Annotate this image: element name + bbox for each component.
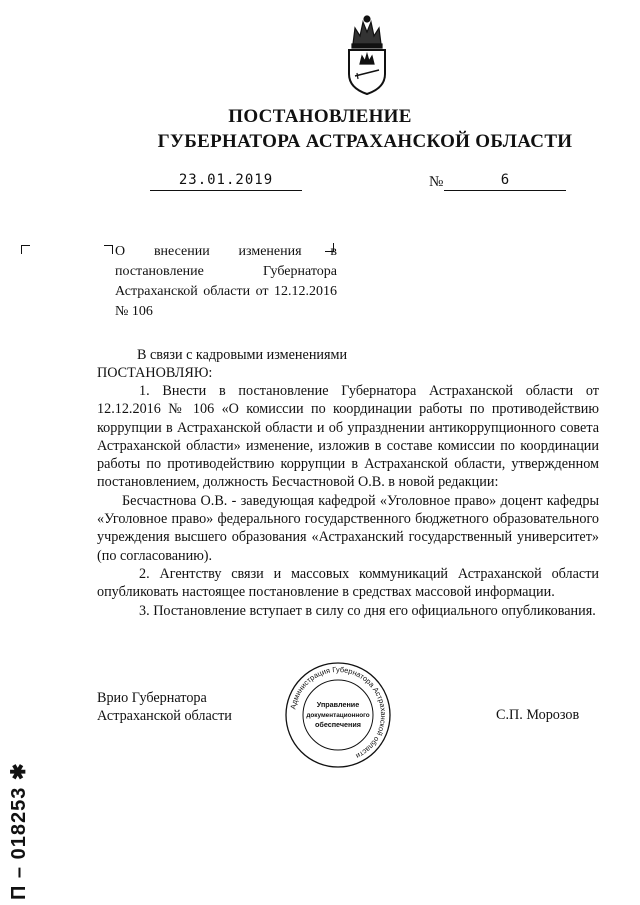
signatory-position-line2: Астраханской области bbox=[97, 708, 232, 725]
corner-mark-subject-start bbox=[104, 245, 113, 254]
document-subject: О внесении изменения в постановление Губернатора Астраханской области от 12.12.2016 № 106 bbox=[115, 244, 337, 319]
stamp-ring-text: Администрация Губернатора Астраханской области bbox=[288, 664, 389, 761]
signatory-position-line1: Врио Губернатора bbox=[97, 690, 207, 706]
form-serial-number: П – 018253 ✱ bbox=[8, 762, 30, 900]
stamp-center-line3: обеспечения bbox=[314, 720, 362, 729]
official-stamp bbox=[283, 660, 393, 770]
stamp-center-line2: документационного bbox=[306, 712, 370, 719]
coat-of-arms-emblem bbox=[341, 14, 393, 96]
number-sign: № bbox=[429, 174, 444, 190]
paragraph-amendment: Бесчастнова О.В. - заведующая кафедрой «Уголовное право» доцент кафедры «Уголовное право» федерального государственного бюджетного образовательного учреждения высшего образования «Астраханский государственный университет» (по согласованию). bbox=[97, 492, 599, 564]
paragraph-1: 1. Внести в постановление Губернатора Астраханской области от 12.12.2016 № 106 «О комиссии по координации работы по противодействию коррупции в Астраханской области и об упразднении антикоррупционного совета Астраханской области» изменение, изложив в составе комиссии по координации работы по противодействию коррупции в Астраханской области, утвержденном постановлением, должность Бесчастновой О.В. в новой редакции: bbox=[97, 383, 599, 491]
intro-block bbox=[97, 346, 599, 383]
document-title: ПОСТАНОВЛЕНИЕ bbox=[228, 106, 412, 127]
signatory-position bbox=[97, 689, 232, 726]
corner-mark-left bbox=[21, 245, 30, 254]
resolution-word: ПОСТАНОВЛЯЮ: bbox=[97, 365, 213, 382]
stamp-center-line1: Управление bbox=[316, 700, 360, 709]
document-date: 23.01.2019 bbox=[150, 172, 302, 191]
document-body bbox=[97, 382, 599, 620]
paragraph-3: 3. Постановление вступает в силу со дня его официального опубликования. bbox=[139, 602, 596, 619]
intro-reason: В связи с кадровыми изменениями bbox=[137, 347, 348, 363]
document-number: 6 bbox=[444, 172, 566, 191]
document-issuer: ГУБЕРНАТОРА АСТРАХАНСКОЙ ОБЛАСТИ bbox=[157, 131, 573, 152]
signatory-name: С.П. Морозов bbox=[496, 707, 580, 723]
paragraph-2: 2. Агентству связи и массовых коммуникаций Астраханской области опубликовать настоящее постановление в средствах массовой информации. bbox=[97, 565, 599, 601]
